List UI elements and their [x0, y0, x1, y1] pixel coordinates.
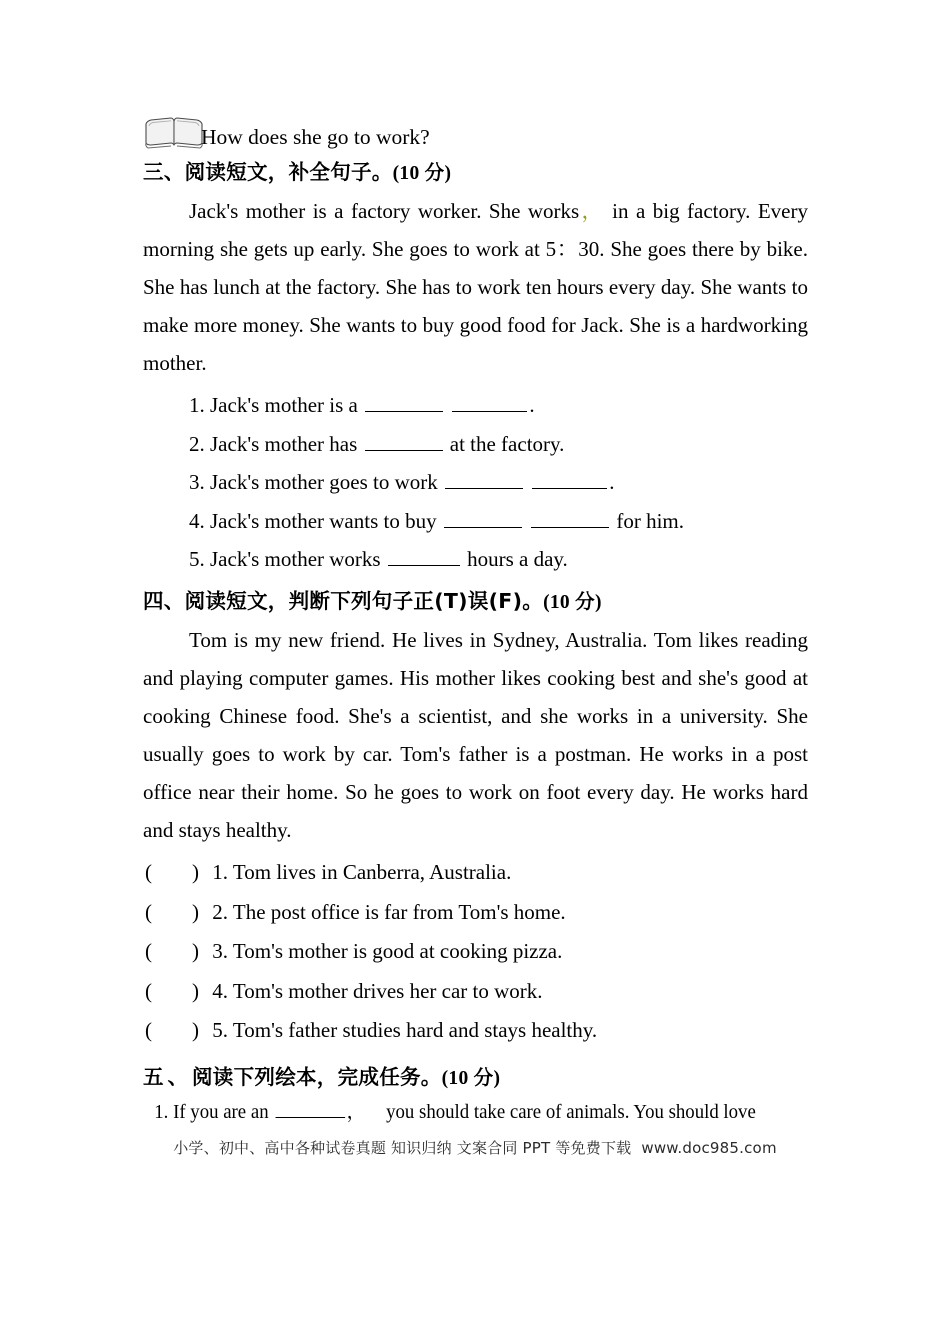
question-text-before: Jack's mother goes to work [210, 470, 438, 495]
intro-question-text: How does she go to work? [201, 125, 430, 150]
answer-parentheses[interactable] [145, 1011, 207, 1051]
statement-text: Tom's mother is good at cooking pizza. [232, 939, 563, 964]
section-5-score: (10 分) [441, 1067, 501, 1089]
question-text-before: Jack's mother is a [210, 393, 358, 418]
question-text-before: Jack's mother works [210, 547, 381, 572]
stray-mark: ， [579, 199, 605, 224]
section-5-heading [143, 1065, 808, 1091]
answer-blank[interactable] [365, 395, 443, 412]
true-false-item [143, 1011, 808, 1051]
page-content [143, 104, 808, 1127]
question-number: 5. [189, 547, 205, 572]
paren-close: ) [192, 860, 199, 885]
paren-close: ) [192, 899, 199, 924]
question-item [143, 502, 808, 541]
section-5-heading-prefix: 五、 [143, 1064, 192, 1089]
section-3-heading [143, 160, 808, 186]
answer-blank[interactable] [275, 1102, 345, 1118]
answer-parentheses[interactable] [145, 853, 207, 893]
question-item [143, 463, 808, 502]
passage-3-part2: in a big factory. Every morning she gets up early. She goes to work at 5：30. She goes there by bike. She has lunch at the factory. She has to work ten hours every day. She wants to make more money. She wants to buy good food for Jack. She is a hardworking mother. [143, 199, 808, 376]
question-item [143, 425, 808, 464]
true-false-item [143, 893, 808, 933]
section-4-score: (10 分) [543, 591, 602, 613]
answer-blank[interactable] [532, 472, 607, 489]
statement-number: 1. [212, 860, 228, 885]
question-item [143, 540, 808, 579]
answer-blank[interactable] [365, 434, 443, 451]
paren-open: ( [145, 1018, 152, 1043]
paren-open: ( [145, 978, 152, 1003]
statement-number: 5. [212, 1018, 228, 1043]
section-4-heading-text: 四、阅读短文，判断下列句子正(T)误(F)。 [143, 588, 544, 613]
open-book-icon [143, 112, 205, 152]
footer-url: www.doc985.com [641, 1139, 777, 1157]
answer-blank[interactable] [388, 549, 460, 566]
question-text-before: Jack's mother wants to buy [210, 508, 437, 533]
section-4-statement-list [143, 853, 808, 1051]
section-3-question-list [143, 386, 808, 579]
paren-close: ) [192, 1018, 199, 1043]
question-number: 1. [154, 1101, 169, 1124]
answer-parentheses[interactable] [145, 972, 207, 1012]
true-false-item [143, 853, 808, 893]
paren-close: ) [192, 978, 199, 1003]
statement-text: Tom lives in Canberra, Australia. [232, 860, 512, 885]
question-comma: ， [346, 1101, 366, 1124]
statement-number: 2. [212, 899, 228, 924]
section-3-passage [143, 192, 808, 382]
answer-blank[interactable] [531, 511, 609, 528]
statement-text: The post office is far from Tom's home. [232, 899, 566, 924]
answer-blank[interactable] [444, 511, 522, 528]
true-false-item [143, 932, 808, 972]
statement-number: 4. [212, 978, 228, 1003]
passage-3-part1: Jack's mother is a factory worker. She works [189, 199, 580, 224]
answer-parentheses[interactable] [145, 932, 207, 972]
question-text-after: you should take care of animals. You should love [386, 1101, 756, 1124]
question-text-after: for him. [616, 508, 684, 533]
footer-text: 小学、初中、高中各种试卷真题 知识归纳 文案合同 PPT 等免费下载 [173, 1139, 632, 1157]
statement-text: Tom's father studies hard and stays healthy. [232, 1018, 598, 1043]
section-4-passage: Tom is my new friend. He lives in Sydney, Australia. Tom likes reading and playing computer games. His mother likes cooking best and she's good at cooking Chinese food. She's a scientist, and she works in a university. She usually goes to work by car. Tom's father is a postman. He works in a post office near their home. So he goes to work on foot every day. He works hard and stays healthy. [143, 628, 808, 843]
intro-line [143, 104, 808, 150]
question-text-after: . [529, 393, 535, 418]
question-text-before: Jack's mother has [210, 431, 358, 456]
question-item [143, 386, 808, 425]
paren-close: ) [192, 939, 199, 964]
question-text-after: . [609, 470, 615, 495]
question-number: 1. [189, 393, 205, 418]
true-false-item [143, 972, 808, 1012]
answer-blank[interactable] [445, 472, 523, 489]
answer-parentheses[interactable] [145, 893, 207, 933]
paren-open: ( [145, 939, 152, 964]
paren-open: ( [145, 899, 152, 924]
section-3-score: (10 分) [392, 163, 452, 184]
question-number: 4. [189, 508, 205, 533]
section-5-heading-text: 阅读下列绘本，完成任务。 [192, 1064, 442, 1089]
statement-text: Tom's mother drives her car to work. [232, 978, 543, 1003]
question-number: 2. [189, 431, 205, 456]
section-4-heading [143, 589, 808, 615]
question-text-after: hours a day. [467, 547, 568, 572]
paren-open: ( [145, 860, 152, 885]
answer-blank[interactable] [452, 395, 527, 412]
section-5-question [143, 1097, 768, 1127]
footer-watermark [0, 1137, 950, 1158]
statement-number: 3. [212, 939, 228, 964]
question-number: 3. [189, 470, 205, 495]
question-text-before: If you are an [173, 1101, 269, 1124]
question-text-after: at the factory. [449, 431, 565, 456]
section-3-heading-text: 三、阅读短文，补全句子。 [143, 160, 393, 184]
